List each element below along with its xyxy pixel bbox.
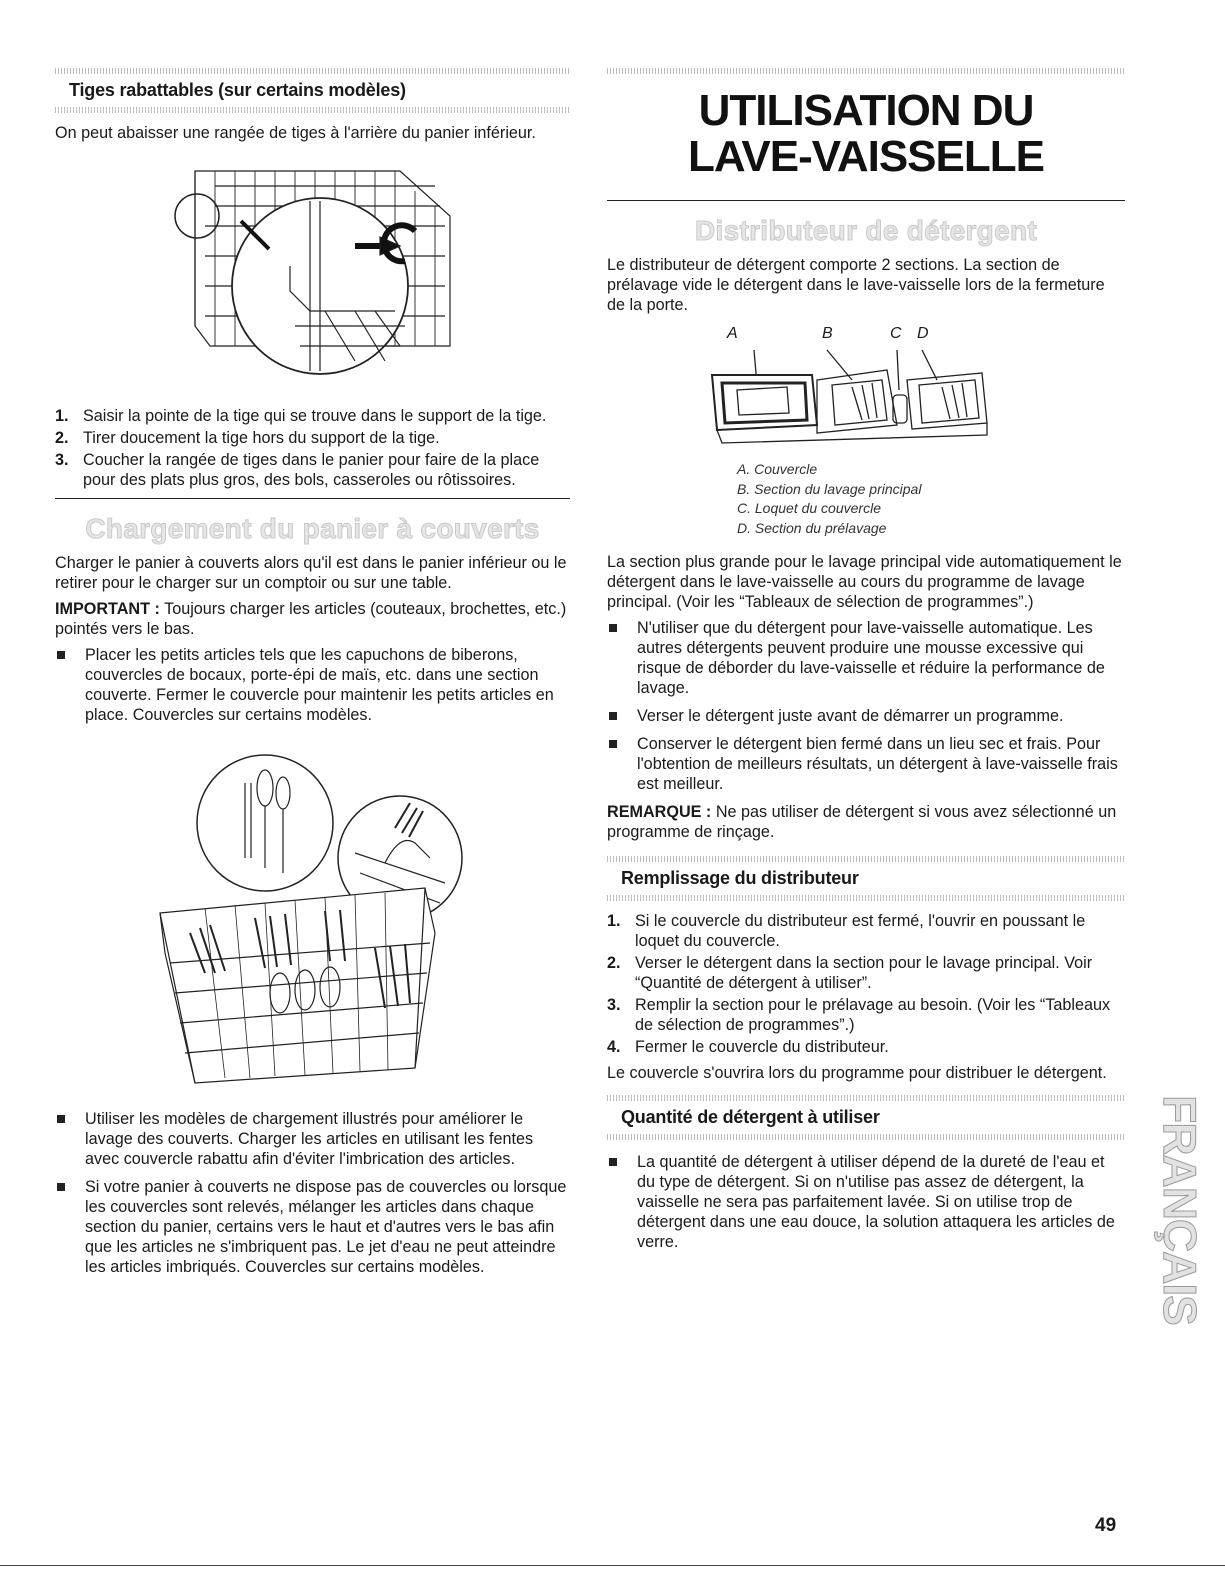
section-divider <box>607 895 1125 901</box>
quantite-heading: Quantité de détergent à utiliser <box>621 1107 880 1127</box>
couverts-bullet-list-2 <box>55 1109 570 1277</box>
remplissage-heading: Remplissage du distributeur <box>621 868 859 888</box>
list-item: 1. Saisir la pointe de la tige qui se trouve dans le support de la tige. <box>55 407 547 425</box>
section-divider <box>607 1134 1125 1140</box>
list-item: Verser le détergent juste avant de démarrer un programme. <box>607 706 1125 726</box>
caption-a: A. Couvercle <box>737 461 818 477</box>
list-item: La quantité de détergent à utiliser dépend de la dureté de l'eau et du type de détergent. Si on n'utilise pas assez de détergent, la vaisselle ne sera pas parfaitement lavée. Si on utilise trop de détergent dans une eau douce, la solution attaquera les articles de verre. <box>607 1152 1125 1252</box>
page-title: UTILISATION DU LAVE-VAISSELLE <box>688 86 1044 181</box>
list-item: Conserver le détergent bien fermé dans un lieu sec et frais. Pour l'obtention de meilleurs résultats, un détergent à lave-vaisselle frais est meilleur. <box>607 734 1125 794</box>
tiges-intro: On peut abaisser une rangée de tiges à l'arrière du panier inférieur. <box>55 124 536 142</box>
list-item: N'utiliser que du détergent pour lave-vaisselle automatique. Les autres détergents peuvent produire une mousse excessive qui risque de déborder du lave-vaisselle et réduire la performance de lavage. <box>607 618 1125 698</box>
list-item: 2. Verser le détergent dans la section pour le lavage principal. Voir “Quantité de détergent à utiliser”. <box>607 954 1093 992</box>
bullet-icon <box>57 1183 65 1191</box>
couverts-bullet-list <box>55 645 570 725</box>
distributeur-heading: Distributeur de détergent <box>695 215 1037 246</box>
right-column <box>607 68 1125 1260</box>
couverts-heading: Chargement du panier à couverts <box>85 513 540 544</box>
language-side-tab <box>1153 1080 1206 1340</box>
section-rule <box>607 200 1125 201</box>
detergent-bullet-list <box>607 618 1125 794</box>
dispenser-diagram <box>607 325 1125 450</box>
list-item: Placer les petits articles tels que les capuchons de biberons, couvercles de bocaux, porte-épi de maïs, etc. dans une section couverte. Fermer le couvercle pour maintenir les petits articles en place. Couvercles sur certains modèles. <box>55 645 570 725</box>
diagram-label-c: C <box>890 325 902 342</box>
tiges-steps <box>55 406 570 490</box>
caption-c: C. Loquet du couvercle <box>737 500 881 516</box>
diagram-label-a: A <box>727 325 738 342</box>
list-item: Utiliser les modèles de chargement illustrés pour améliorer le lavage des couverts. Charger les articles en utilisant les fentes avec couvercle rabattu afin d'éviter l'imbrication des articles. <box>55 1109 570 1169</box>
bullet-icon <box>609 712 617 720</box>
diagram-label-b: B <box>822 325 833 342</box>
section-divider <box>607 68 1125 74</box>
page-number: 49 <box>1095 1515 1117 1536</box>
bullet-icon <box>609 740 617 748</box>
important-note: IMPORTANT : Toujours charger les articles (couteaux, brochettes, etc.) pointés vers le bas. <box>55 600 567 638</box>
bullet-icon <box>57 651 65 659</box>
diagram-captions <box>607 460 1125 538</box>
dispenser-illustration <box>607 325 1125 450</box>
rack-illustration <box>55 161 570 396</box>
distributeur-intro: Le distributeur de détergent comporte 2 sections. La section de prélavage vide le détergent dans le lave-vaisselle lors de la fermeture de la porte. <box>607 256 1105 314</box>
list-item: 4. Fermer le couvercle du distributeur. <box>607 1038 889 1056</box>
quantite-bullet-list <box>607 1152 1125 1252</box>
left-column <box>55 68 570 1285</box>
main-wash-text: La section plus grande pour le lavage principal vide automatiquement le détergent dans le lave-vaisselle au cours du programme de lavage principal. (Voir les “Tableaux de sélection de programmes”.) <box>607 553 1122 611</box>
list-item: 3. Remplir la section pour le prélavage au besoin. (Voir les “Tableaux de sélection de programmes”.) <box>607 996 1111 1034</box>
list-item: 1. Si le couvercle du distributeur est fermé, l'ouvrir en poussant le loquet du couvercle. <box>607 912 1086 950</box>
folding-tines-illustration <box>55 161 570 396</box>
side-tab-label: FRANÇAIS <box>1153 1095 1206 1325</box>
tiges-heading: Tiges rabattables (sur certains modèles) <box>69 80 406 100</box>
caption-d: D. Section du prélavage <box>737 519 887 536</box>
remplissage-outro: Le couvercle s'ouvrira lors du programme pour distribuer le détergent. <box>607 1064 1107 1082</box>
remarque-note: REMARQUE : Ne pas utiliser de détergent si vous avez sélectionné un programme de rinçage. <box>607 803 1117 841</box>
language-tab-graphic <box>1153 1080 1206 1340</box>
couverts-intro: Charger le panier à couverts alors qu'il est dans le panier inférieur ou le retirer pour le charger sur un comptoir ou sur une table. <box>55 554 567 592</box>
section-divider <box>55 107 570 113</box>
caption-b: B. Section du lavage principal <box>737 480 922 497</box>
bullet-icon <box>609 624 617 632</box>
list-item: Si votre panier à couverts ne dispose pas de couvercles ou lorsque les couvercles sont relevés, mélanger les articles dans chaque section du panier, certains vers le haut et d'autres vers le bas afin que les articles ne s'imbriquent pas. Le jet d'eau ne peut atteindre les articles imbriqués. Couvercles sur certains modèles. <box>55 1177 570 1277</box>
section-rule <box>55 498 570 499</box>
bullet-icon <box>57 1115 65 1123</box>
list-item: 3. Coucher la rangée de tiges dans le panier pour faire de la place pour des plats plus gros, des bols, casseroles ou rôtissoires. <box>55 451 540 489</box>
list-item: 2. Tirer doucement la tige hors du support de la tige. <box>55 429 440 447</box>
page-bottom-rule <box>0 1565 1225 1566</box>
basket-illustration <box>55 733 570 1103</box>
bullet-icon <box>609 1158 617 1166</box>
remplissage-steps <box>607 911 1125 1057</box>
silverware-basket-illustration <box>55 733 570 1103</box>
diagram-label-d: D <box>917 325 929 342</box>
